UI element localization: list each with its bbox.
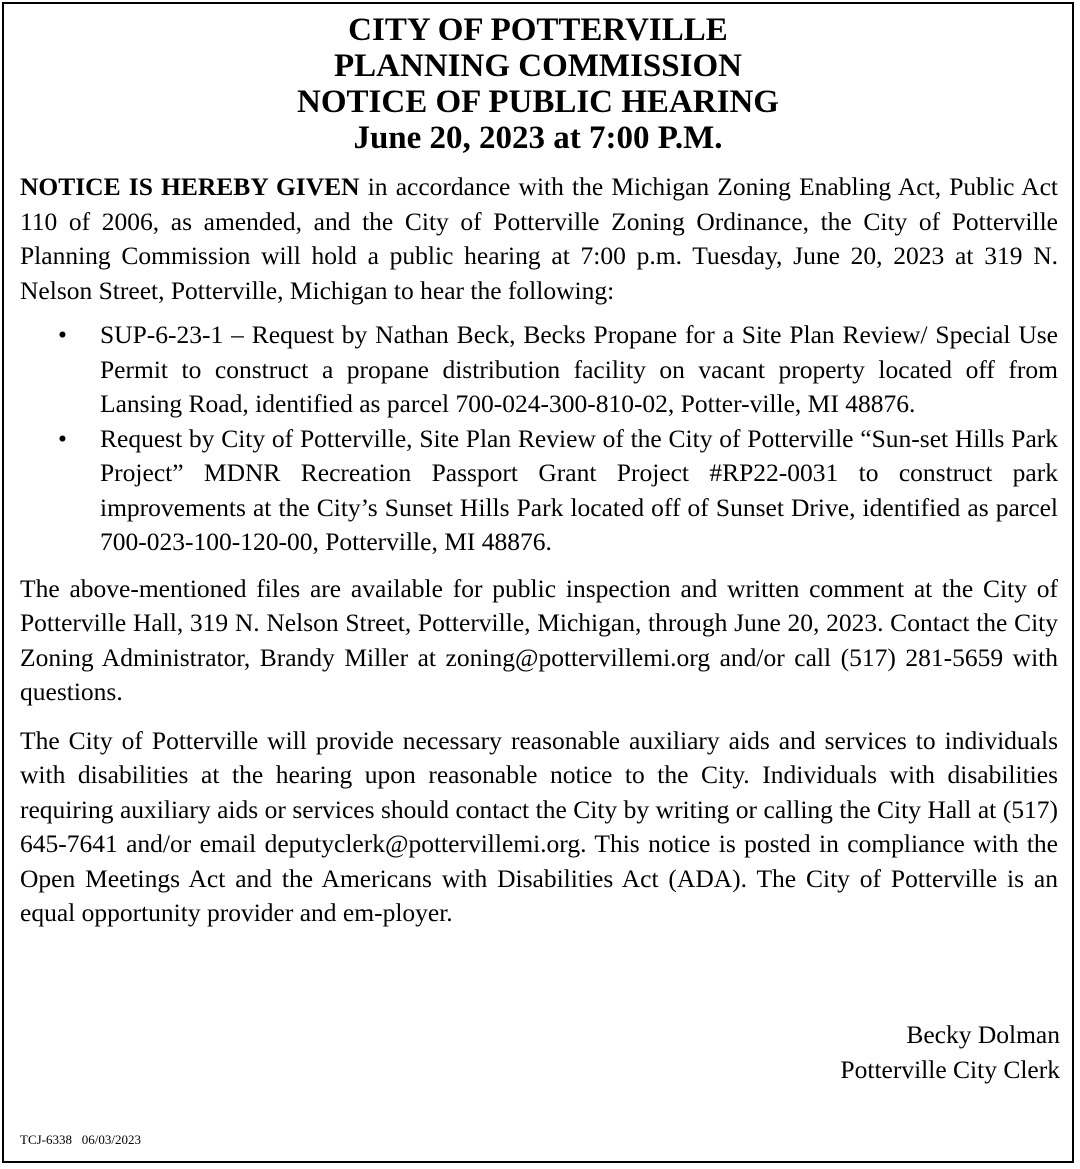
intro-text: in accordance with the Michigan Zoning Enabling Act, Public Act 110 of 2006, as amended, and the City of Potterville Zoning Ordinance, the City of Potterville Planning Commission will hold a public hearing at 7:00 p.m. Tuesday, June 20, 2023 at 319 N. Nelson Street, Potterville, Michigan to hear the following: xyxy=(20,172,1058,305)
bullet-icon: • xyxy=(58,423,67,453)
publication-date: 06/03/2023 xyxy=(81,1132,141,1147)
bullet-icon: • xyxy=(58,320,67,349)
intro-paragraph xyxy=(20,170,1058,308)
notice-heading xyxy=(4,4,1072,156)
publication-code: TCJ-6338 xyxy=(20,1132,72,1147)
publication-footer xyxy=(20,1132,141,1148)
notice-body xyxy=(20,170,1058,931)
intro-lead: NOTICE IS HEREBY GIVEN xyxy=(20,172,360,201)
list-item xyxy=(20,422,1058,560)
heading-notice-title: NOTICE OF PUBLIC HEARING xyxy=(297,84,779,120)
signature-name: Becky Dolman xyxy=(906,1020,1060,1049)
signature-block xyxy=(840,1018,1060,1087)
heading-date: June 20, 2023 at 7:00 P.M. xyxy=(353,120,723,156)
hearing-items xyxy=(20,318,1058,560)
heading-commission: PLANNING COMMISSION xyxy=(334,48,742,84)
signature-title: Potterville City Clerk xyxy=(840,1054,1060,1084)
ada-paragraph: The City of Potterville will provide necessary reasonable auxiliary aids and services to individuals with disabilities at the hearing upon reasonable notice to the City. Individuals with disabilities requiring auxiliary aids or services should contact the City by writing or calling the City Hall at (517) 645-7641 and/or email deputyclerk@pottervillemi.org. This notice is posted in compliance with the Open Meetings Act and the Americans with Disabilities Act (ADA). The City of Potterville is an equal opportunity provider and em-ployer. xyxy=(20,725,1058,927)
files-paragraph: The above-mentioned files are available for public inspection and written comment at the City of Potterville Hall, 319 N. Nelson Street, Potterville, Michigan, through June 20, 2023. Contact the City Zoning Administrator, Brandy Miller at zoning@pottervillemi.org and/or call (517) 281-5659 with questions. xyxy=(20,573,1058,706)
public-notice xyxy=(2,2,1074,1163)
list-item xyxy=(20,318,1058,422)
heading-city: CITY OF POTTERVILLE xyxy=(348,12,728,48)
list-item-text: SUP-6-23-1 – Request by Nathan Beck, Becks Propane for a Site Plan Review/ Special Use Permit to construct a propane distribution facility on vacant property located off from Lansing Road, identified as parcel 700-024-300-810-02, Potter-ville, MI 48876. xyxy=(100,320,1058,418)
list-item-text: Request by City of Potterville, Site Plan Review of the City of Potterville “Sun-set Hills Park Project” MDNR Recreation Passport Grant Project #RP22-0031 to construct park improvements at the City’s Sunset Hills Park located off of Sunset Drive, identified as parcel 700-023-100-120-00, Potterville, MI 48876. xyxy=(100,423,1058,556)
